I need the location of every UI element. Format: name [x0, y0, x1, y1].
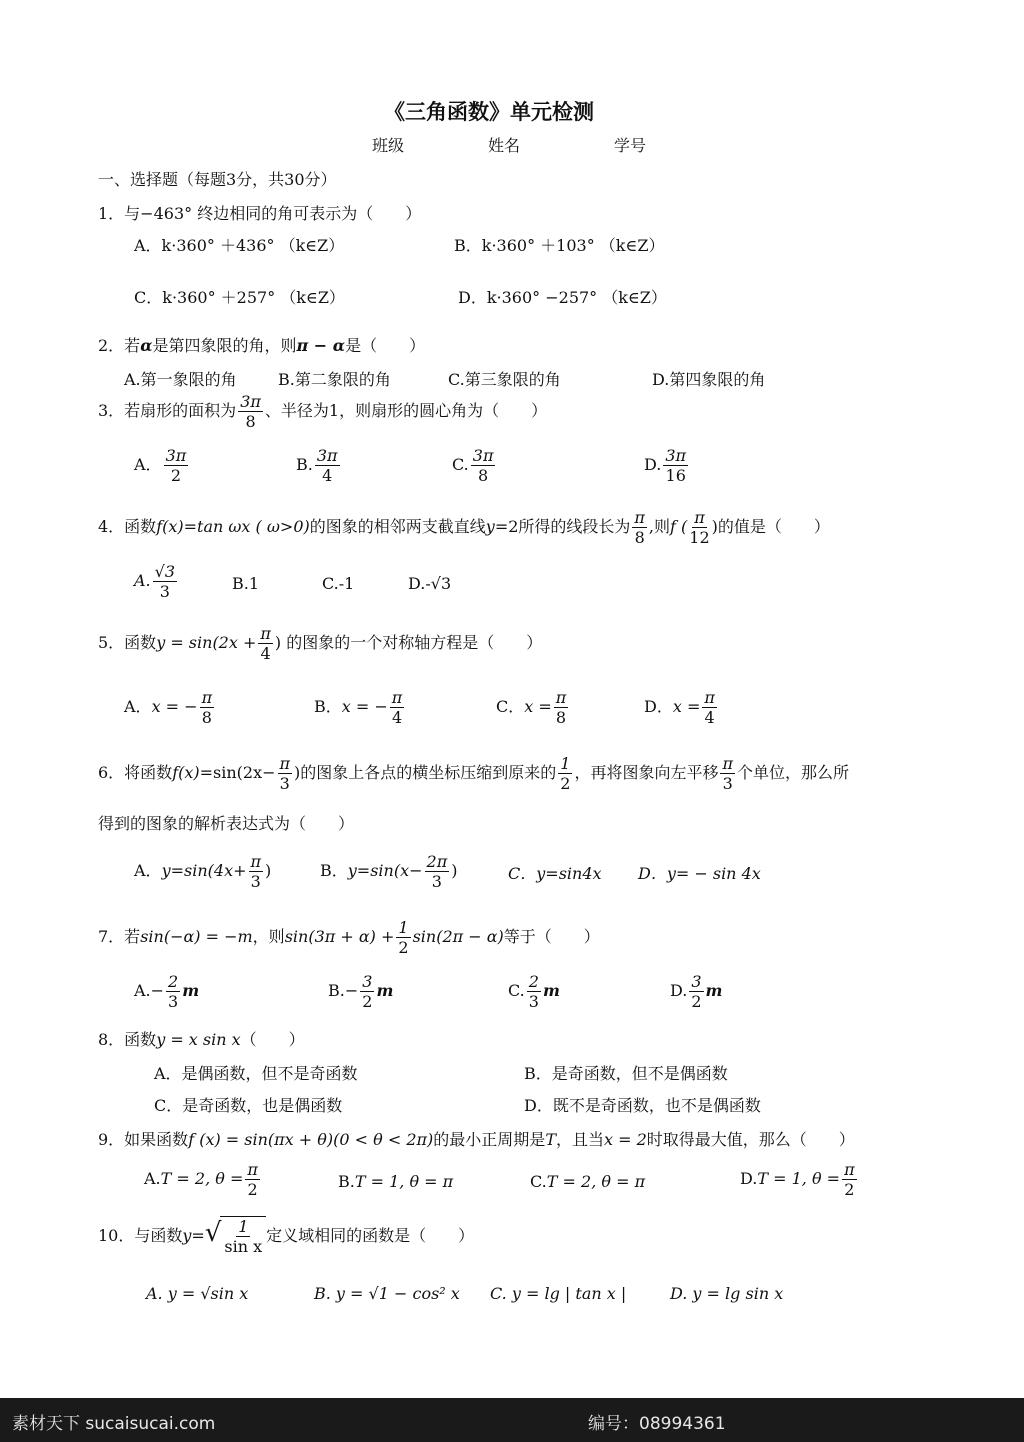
q4-option-a [134, 562, 179, 601]
q7-d-label: D. [670, 981, 688, 1000]
q6-stem-c: )的图象上各点的横坐标压缩到原来的 [294, 763, 557, 782]
q7-d-num: 3 [691, 972, 702, 991]
q3-b-den: 4 [322, 466, 333, 485]
q7-c-den: 3 [528, 992, 539, 1011]
q10-option-b: B. y = √1 − cos² x [314, 1284, 460, 1303]
q9-a-eq: T = 2, θ = [160, 1169, 244, 1188]
q3-a-fraction [164, 446, 189, 485]
q7-a-den: 3 [168, 992, 179, 1011]
q9-stem-c: ，且当 [555, 1130, 604, 1149]
q5-c-label: C． [496, 697, 525, 716]
q7-stem-c: 等于（ ） [503, 927, 600, 946]
q6-a-fraction [249, 852, 264, 891]
q10-option-a: A. y = √sin x [146, 1284, 249, 1303]
q4-option-c: C.-1 [322, 574, 355, 593]
q8-function: y = x sin x [156, 1030, 241, 1049]
q10-fraction [224, 1217, 262, 1256]
q5-c-fraction [554, 688, 569, 727]
q3-den: 8 [245, 412, 256, 431]
q3-b-num: 3π [316, 446, 338, 465]
q10-den: sin x [224, 1237, 263, 1256]
q5-option-a [124, 688, 216, 727]
q6-option-a [134, 852, 271, 891]
q6-b-y: y=sin(x− [347, 861, 423, 880]
q5-c-den: 8 [555, 708, 567, 727]
q4-num: π [634, 508, 645, 527]
q10-radical: √ [204, 1218, 222, 1248]
q6-stem-d: ，再将图象向左平移 [574, 763, 719, 782]
q4-f-open: f ( [670, 517, 688, 536]
q6-b-num: 2π [426, 852, 448, 871]
q4-a-fraction [153, 562, 177, 601]
q7-expr2: sin(2π − α) [412, 927, 504, 946]
q9-stem-b: 的最小正周期是 [433, 1130, 546, 1149]
q9-d-label: D. [740, 1169, 758, 1188]
q3-stem-a: 3．若扇形的面积为 [98, 401, 237, 420]
q8-stem-b: （ ） [240, 1030, 305, 1049]
q6-a-num: π [250, 852, 262, 871]
q7-den: 2 [398, 938, 409, 957]
q4-a-den: 3 [159, 582, 170, 601]
q5-b-fraction [390, 688, 405, 727]
q5-c-x: x = [524, 697, 552, 716]
watermark-site: 素材天下 sucaisucai.com [12, 1414, 216, 1434]
q10-stem-a: 10．与函数 [98, 1226, 183, 1245]
q6-a-den: 3 [250, 872, 261, 891]
q6-den: 3 [279, 774, 290, 793]
q5-den: 4 [260, 644, 271, 663]
q8-option-b: B．是奇函数，但不是偶函数 [524, 1064, 728, 1083]
q3-stem [98, 392, 547, 431]
q6-option-c: C．y=sin4x [508, 864, 602, 883]
q3-fraction [238, 392, 263, 431]
q2-alpha: α [140, 336, 153, 355]
q8-option-a: A．是偶函数，但不是奇函数 [154, 1064, 358, 1083]
q4-y: y [485, 517, 495, 536]
q7-stem-b: ，则 [252, 927, 285, 946]
q9-x2: x = 2 [604, 1130, 647, 1149]
q2-option-a: A.第一象限的角 [124, 370, 237, 389]
q7-a-m: m [182, 981, 200, 1000]
q4-option-b: B.1 [232, 574, 260, 593]
q4-function: f(x)=tan ωx ( ω>0) [156, 517, 310, 536]
q8-option-d: D．既不是奇函数，也不是偶函数 [524, 1096, 761, 1115]
q7-b-den: 2 [362, 992, 373, 1011]
q6-a-label: A． [134, 861, 162, 880]
q1-option-c: C．k·360° ＋257° （k∈Z） [134, 288, 345, 307]
q4-option-d: D.-√3 [408, 574, 452, 593]
q5-c-num: π [555, 688, 567, 707]
q5-a-fraction [200, 688, 215, 727]
q5-b-den: 4 [391, 708, 403, 727]
q9-a-fraction [245, 1160, 260, 1199]
q9-T: T [545, 1130, 556, 1149]
watermark-footer [0, 1398, 1024, 1442]
q7-c-num: 2 [528, 972, 539, 991]
q3-c-den: 8 [478, 466, 489, 485]
q2-stem-c: 是第四象限的角，则 [152, 336, 297, 355]
q5-stem-a: 5．函数 [98, 633, 157, 652]
q7-b-fraction [360, 972, 374, 1011]
q5-d-num: π [704, 688, 715, 707]
q7-stem [98, 918, 600, 957]
q5-fraction [258, 624, 273, 663]
q6-b-den: 3 [431, 872, 442, 891]
q3-option-d [644, 446, 690, 485]
number-label: 学号 [614, 136, 647, 155]
q5-d-x: x = [672, 697, 701, 716]
q6-option-b [320, 852, 457, 891]
q7-fraction [396, 918, 410, 957]
q5-a-num: π [201, 688, 213, 707]
q3-d-fraction [663, 446, 688, 485]
q7-a-num: 2 [168, 972, 179, 991]
q7-b-label: B.− [328, 981, 359, 1000]
q7-option-a [134, 972, 199, 1011]
q3-d-num: 3π [665, 446, 687, 465]
q5-function: y = sin(2x + [156, 633, 257, 652]
q8-option-c: C．是奇函数，也是偶函数 [154, 1096, 343, 1115]
q6-a-y: y=sin(4x+ [161, 861, 247, 880]
q6-stem-line1 [98, 754, 849, 793]
q10-y: y= [182, 1226, 205, 1245]
q3-option-c [452, 446, 497, 485]
q3-option-a [134, 446, 190, 485]
q6-den2: 2 [560, 774, 571, 793]
q1-option-a: A．k·360° ＋436° （k∈Z） [134, 236, 345, 255]
q4-stem-e: )的值是（ ） [711, 517, 830, 536]
q7-c-m: m [542, 981, 560, 1000]
q9-option-a [144, 1160, 262, 1199]
q5-a-den: 8 [201, 708, 212, 727]
q4-fraction-2 [689, 508, 709, 547]
q7-b-m: m [376, 981, 394, 1000]
q9-c-label: C. [530, 1172, 547, 1191]
q5-num: π [260, 624, 271, 643]
q9-d-den: 2 [844, 1180, 855, 1199]
q5-d-den: 4 [704, 708, 715, 727]
q4-stem-c: =2所得的线段长为 [494, 517, 631, 536]
q5-a-x: x = − [151, 697, 198, 716]
q4-stem-b: 的图象的相邻两支截直线 [309, 517, 486, 536]
q10-option-d: D. y = lg sin x [670, 1284, 784, 1303]
section-heading: 一、选择题（每题3分，共30分） [98, 170, 337, 189]
q9-a-label: A. [144, 1169, 161, 1188]
q3-c-num: 3π [472, 446, 494, 465]
q3-option-b [296, 446, 342, 485]
q5-stem [98, 624, 542, 663]
q7-c-label: C. [508, 981, 525, 1000]
q1-option-b: B．k·360° ＋103° （k∈Z） [454, 236, 665, 255]
q9-option-b [338, 1172, 453, 1192]
q9-d-num: π [844, 1160, 855, 1179]
q7-d-den: 2 [691, 992, 702, 1011]
q4-a-label: A. [134, 571, 151, 590]
q7-a-label: A.− [134, 981, 165, 1000]
q6-stem-a: 6．将函数 [98, 763, 173, 782]
q7-option-d [670, 972, 722, 1011]
q6-b-end: ) [451, 861, 458, 880]
q9-stem [98, 1130, 855, 1150]
q9-stem-d: 时取得最大值，那么（ ） [646, 1130, 855, 1149]
q7-option-b [328, 972, 393, 1011]
q5-option-d [644, 688, 719, 727]
q6-num: π [279, 754, 291, 773]
q7-num: 1 [398, 918, 409, 937]
q7-stem-a: 7．若 [98, 927, 141, 946]
q9-a-den: 2 [247, 1180, 258, 1199]
q6-b-fraction [425, 852, 450, 891]
q3-c-fraction [471, 446, 496, 485]
q6-fx: f(x) [172, 763, 200, 782]
q7-c-fraction [527, 972, 541, 1011]
q9-option-d [740, 1160, 859, 1199]
q7-a-fraction [166, 972, 180, 1011]
q1-stem: 1．与−463° 终边相同的角可表示为（ ） [98, 204, 422, 223]
q2-option-c: C.第三象限的角 [448, 370, 561, 389]
q6-num2: 1 [560, 754, 571, 773]
q2-stem-e: 是（ ） [345, 336, 426, 355]
q6-fraction-3 [720, 754, 735, 793]
q4-stem [98, 508, 830, 547]
q3-a-label: A． [134, 455, 162, 474]
q9-a-num: π [247, 1160, 258, 1179]
q4-a-num: √3 [154, 562, 176, 581]
q5-stem-b: ) 的图象的一个对称轴方程是（ ） [274, 633, 543, 652]
q6-stem-line2: 得到的图象的解析表达式为（ ） [98, 814, 355, 833]
q2-stem-a: 2．若 [98, 336, 141, 355]
q6-b-label: B． [320, 861, 348, 880]
q3-stem-b: 、半径为1，则扇形的圆心角为（ ） [264, 401, 548, 420]
q6-stem-b: =sin(2x− [199, 763, 276, 782]
q10-stem-b: 定义域相同的函数是（ ） [266, 1226, 475, 1245]
q2-stem [98, 336, 425, 356]
q2-option-d: D.第四象限的角 [652, 370, 766, 389]
class-label: 班级 [372, 136, 405, 155]
q9-c-eq: T = 2, θ = π [546, 1172, 646, 1191]
q6-stem-e: 个单位，那么所 [737, 763, 850, 782]
q9-b-eq: T = 1, θ = π [354, 1172, 454, 1191]
page-title: 《三角函数》单元检测 [384, 99, 594, 124]
q4-den2: 12 [689, 528, 710, 547]
name-label: 姓名 [488, 136, 521, 155]
q5-b-num: π [391, 688, 403, 707]
q9-b-label: B. [338, 1172, 355, 1191]
q3-b-label: B. [296, 455, 313, 474]
q10-stem [98, 1216, 474, 1256]
q9-d-eq: T = 1, θ = [757, 1169, 841, 1188]
q4-fraction [632, 508, 647, 547]
q5-d-fraction [702, 688, 717, 727]
q10-option-c: C. y = lg | tan x | [490, 1284, 627, 1303]
q2-expr: π − α [296, 336, 346, 355]
q10-num: 1 [238, 1217, 249, 1236]
q9-option-c [530, 1172, 645, 1192]
q7-expr: sin(3π + α) + [284, 927, 395, 946]
q5-option-c [496, 688, 570, 727]
q5-a-label: A． [124, 697, 152, 716]
q6-den3: 3 [722, 774, 733, 793]
q5-option-b [314, 688, 406, 727]
q4-stem-d: ,则 [648, 517, 671, 536]
q6-num3: π [722, 754, 733, 773]
q8-stem-a: 8．函数 [98, 1030, 157, 1049]
q3-b-fraction [315, 446, 340, 485]
watermark-id: 编号：08994361 [588, 1414, 726, 1434]
q3-num: 3π [240, 392, 261, 411]
q5-b-x: x = − [341, 697, 388, 716]
q7-b-num: 3 [362, 972, 373, 991]
q4-den: 8 [634, 528, 645, 547]
q6-fraction [278, 754, 293, 793]
q6-fraction-2 [558, 754, 572, 793]
q1-option-d: D．k·360° −257° （k∈Z） [458, 288, 667, 307]
q7-eq: sin(−α) = −m [140, 927, 253, 946]
q5-b-label: B． [314, 697, 342, 716]
q3-d-den: 16 [665, 466, 686, 485]
q9-stem-a: 9．如果函数 [98, 1130, 189, 1149]
q4-stem-a: 4．函数 [98, 517, 157, 536]
q3-c-label: C. [452, 455, 469, 474]
q6-option-d: D．y= − sin 4x [638, 864, 761, 883]
q8-stem [98, 1030, 305, 1050]
q7-d-m: m [705, 981, 723, 1000]
q7-d-fraction [689, 972, 703, 1011]
q3-a-num: 3π [165, 446, 187, 465]
q9-d-fraction [842, 1160, 857, 1199]
q9-function: f (x) = sin(πx + θ)(0 < θ < 2π) [188, 1130, 434, 1149]
q7-option-c [508, 972, 560, 1011]
q4-num2: π [694, 508, 705, 527]
q3-d-label: D. [644, 455, 662, 474]
q5-d-label: D． [644, 697, 673, 716]
q2-option-b: B.第二象限的角 [278, 370, 391, 389]
q6-a-end: ) [265, 861, 272, 880]
q3-a-den: 2 [170, 466, 181, 485]
